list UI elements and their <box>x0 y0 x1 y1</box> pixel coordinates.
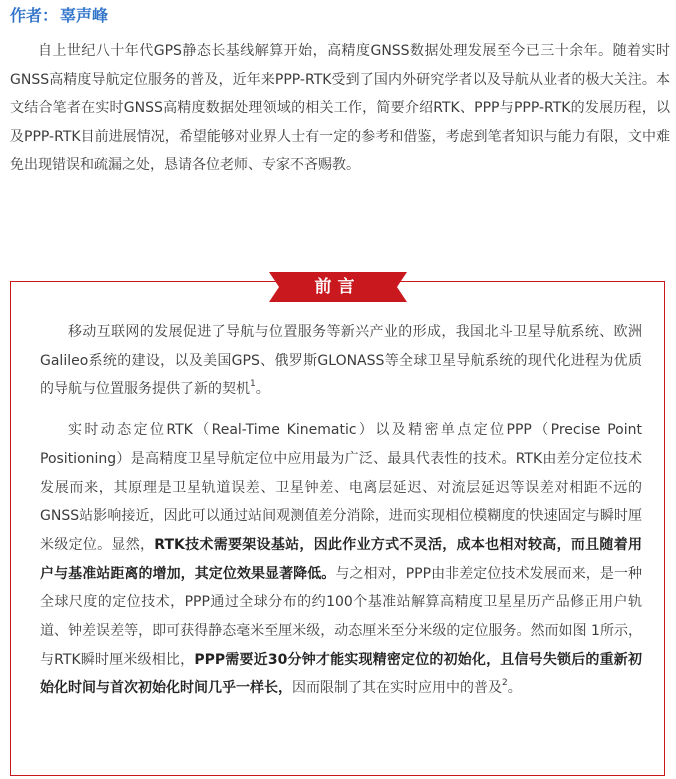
author-line <box>10 5 108 27</box>
preface-paragraph-2 <box>40 416 642 703</box>
p2-end: 。 <box>507 680 522 697</box>
preface-title: 前言 <box>314 277 361 297</box>
rtk-limitation-emphasis: RTK技术需要架设基站，因此作业方式不灵活，成本也相对较高，而且随着用户与基准站距离的增加，其定位效果显著降低。 <box>40 536 642 582</box>
p2-text-3: 因而限制了其在实时应用中的普及 <box>292 680 502 697</box>
ppp-limitation-emphasis: PPP需要近30分钟才能实现精密定位的初始化，且信号失锁后的重新初始化时间与首次初始化时间几乎一样长， <box>40 651 642 697</box>
preface-banner <box>269 272 407 302</box>
preface-content <box>40 318 642 703</box>
p2-text-1: 实时动态定位RTK（Real-Time Kinematic）以及精密单点定位PPP（Precise Point Positioning）是高精度卫星导航定位中应用最为广泛、最具代表性的技术。RTK由差分定位技术发展而来，其原理是卫星轨道误差、卫星钟差、电离层延迟、对流层延迟等误差对相距不远的GNSS站影响接近，因此可以通过站间观测值差分消除，进而实现相位模糊度的快速固定与瞬时厘米级定位。显然， <box>40 422 642 553</box>
reference-2: 2 <box>502 678 508 689</box>
intro-section <box>10 37 670 180</box>
reference-1: 1 <box>250 379 256 390</box>
author-name: 辜声峰 <box>60 6 109 25</box>
intro-paragraph: 自上世纪八十年代GPS静态长基线解算开始，高精度GNSS数据处理发展至今已三十余年。随着实时GNSS高精度导航定位服务的普及，近年来PPP-RTK受到了国内外研究学者以及导航从业者的极大关注。本文结合笔者在实时GNSS高精度数据处理领域的相关工作，简要介绍RTK、PPP与PPP-RTK的发展历程，以及PPP-RTK目前进展情况，希望能够对业界人士有一定的参考和借鉴，考虑到笔者知识与能力有限，文中难免出现错误和疏漏之处，恳请各位老师、专家不吝赐教。 <box>10 43 670 173</box>
author-label: 作者： <box>10 6 59 25</box>
p2-text-2: 与之相对，PPP由非差定位技术发展而来，是一种全球尺度的定位技术，PPP通过全球分布的约100个基准站解算高精度卫星星历产品修正用户轨道、钟差误差等，即可获得静态毫米至厘米级，动态厘米至分米级的定位服务。然而如图 1所示，与RTK瞬时厘米级相比， <box>40 565 643 668</box>
p1-text: 移动互联网的发展促进了导航与位置服务等新兴产业的形成，我国北斗卫星导航系统、欧洲Galileo系统的建设，以及美国GPS、俄罗斯GLONASS等全球卫星导航系统的现代化进程为优质的导航与位置服务提供了新的契机 <box>40 324 642 398</box>
p1-end: 。 <box>255 381 270 398</box>
preface-box <box>10 277 665 776</box>
preface-paragraph-1 <box>40 318 642 404</box>
